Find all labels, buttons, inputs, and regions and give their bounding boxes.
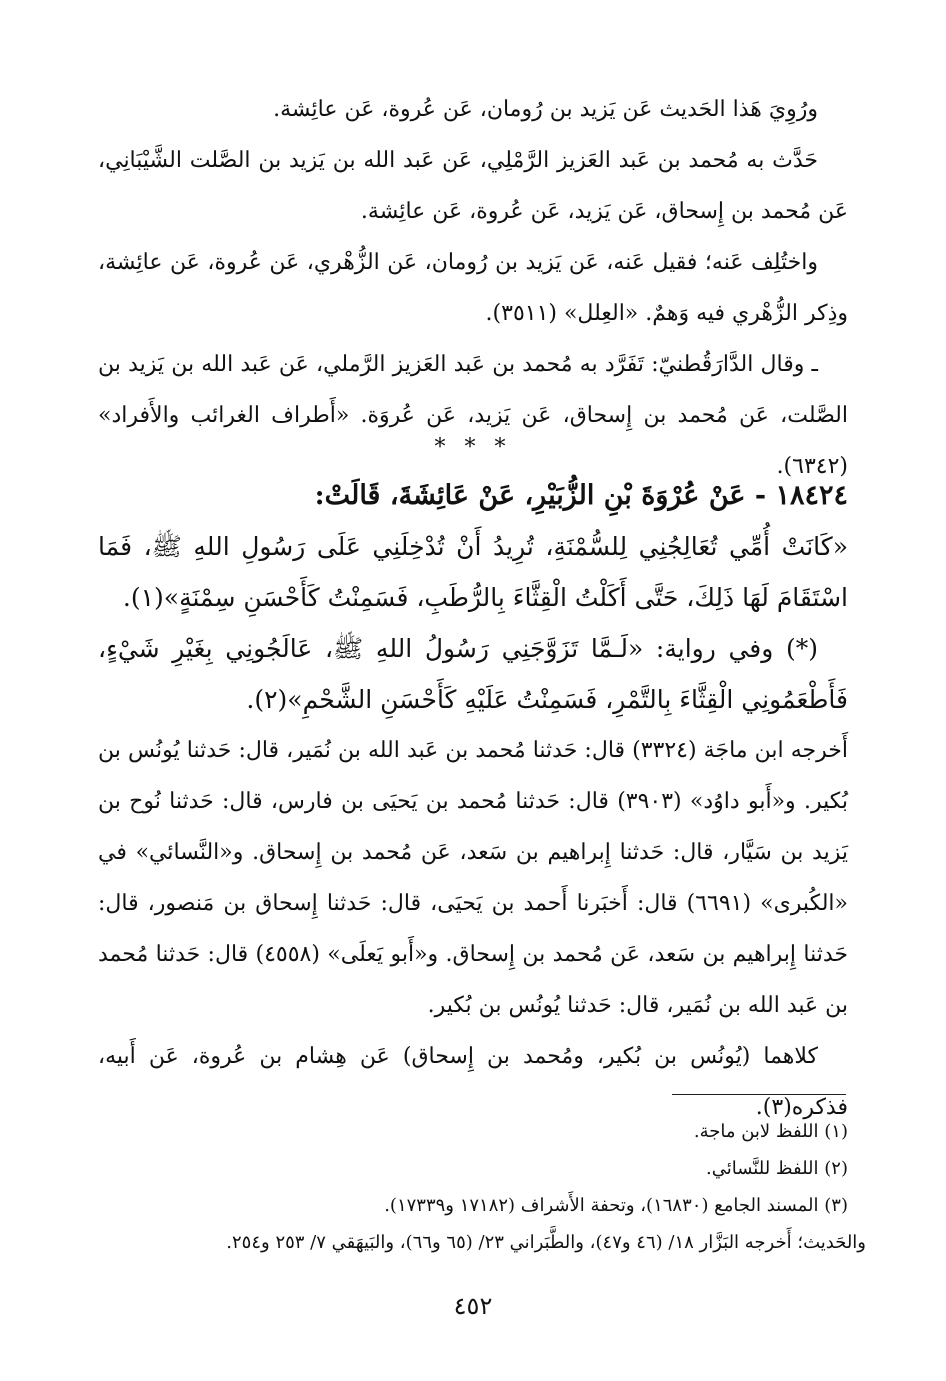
paragraph-daraqutni: ـ وقال الدَّارَقُطنيّ: تَفَرَّد به مُحمد بن عَبد العَزيز الرَّملي، عَن عَبد الله بن يَزيد بن الصَّلت، عَن مُحمد بن إِسحاق، عَن يَزيد، عَن عُروَة. «أَطراف الغرائب والأَفراد» (٦٣٤٢). xyxy=(98,352,848,479)
hadith-riwaya: (*) وفي رواية: «لَـمَّا تَزَوَّجَنِي رَسُولُ اللهِ ﷺ، عَالَجُونِي بِغَيْرِ شَيْءٍ، فَأَطْعَمُونِي الْقِثَّاءَ بِالتَّمْرِ، فَسَمِنْتُ عَلَيْهِ كَأَحْسَنِ الشَّحْمِ»(٢). xyxy=(98,634,848,714)
footnote-divider xyxy=(672,1094,846,1095)
paragraph-riwaya: ورُوِيَ هَذا الحَديث عَن يَزيد بن رُومان، عَن عُروة، عَن عائِشة. xyxy=(273,97,818,122)
footnote-3: (٣) المسند الجامع (١٦٨٣٠)، وتحفة الأَشراف (١٧١٨٢ و١٧٣٣٩). xyxy=(384,1195,848,1216)
section-separator: * * * xyxy=(434,435,512,460)
hadith-title: ١٨٤٢٤ - عَنْ عُرْوَةَ بْنِ الزُّبَيْرِ، عَنْ عَائِشَةَ، قَالَتْ: xyxy=(314,480,848,511)
footnotes xyxy=(98,1113,866,1261)
footnote-1: (١) اللفظ لابن ماجة. xyxy=(693,1121,848,1142)
page-number: ٤٥٢ xyxy=(453,1292,493,1320)
paragraph-haddath: حَدَّث به مُحمد بن عَبد العَزيز الرَّمْلِي، عَن عَبد الله بن يَزيد بن الصَّلت الشَّيْبَانِي، عَن مُحمد بن إِسحاق، عَن يَزيد، عَن عُروة، عَن عائِشة. xyxy=(98,148,848,224)
hadith-takhrij: أَخرجه ابن ماجَة (٣٣٢٤) قال: حَدثنا مُحمد بن عَبد الله بن نُمَير، قال: حَدثنا يُونُس بن بُكير. و«أَبو داوُد» (٣٩٠٣) قال: حَدثنا مُحمد بن يَحيَى بن فارس، قال: حَدثنا نُوح بن يَزيد بن سَيَّار، قال: حَدثنا إِبراهيم بن سَعد، عَن مُحمد بن إِسحاق. و«النَّسائي» في «الكُبرى» (٦٦٩١) قال: أَخبَرنا أَحمد بن يَحيَى، قال: حَدثنا إِسحاق بن مَنصور، قال: حَدثنا إِبراهيم بن سَعد، عَن مُحمد بن إِسحاق. و«أَبو يَعلَى» (٤٥٥٨) قال: حَدثنا مُحمد بن عَبد الله بن نُمَير، قال: حَدثنا يُونُس بن بُكير. xyxy=(98,738,849,1018)
footnote-continuation: والحَديث؛ أَخرجه البَزَّار ١٨/ (٤٦ و٤٧)، والطَّبَراني ٢٣/ (٦٥ و٦٦)، والبَيهَقي ٧/ ٢٥٣ و٢٥٤. xyxy=(226,1232,866,1253)
hadith-closing: كلاهما (يُونُس بن بُكير، ومُحمد بن إِسحاق) عَن هِشام بن عُروة، عَن أَبيه، فذكره(٣). xyxy=(98,1044,848,1120)
paragraph-ikhtulif: واختُلِف عَنه؛ فقيل عَنه، عَن يَزيد بن رُومان، عَن الزُّهْري، عَن عُروة، عَن عائِشة، وذِكر الزُّهْري فيه وَهمٌ. «العِلل» (٣٥١١). xyxy=(98,250,848,326)
hadith-matn: «كَانَتْ أُمِّي تُعَالِجُنِي لِلسُّمْنَةِ، تُرِيدُ أَنْ تُدْخِلَنِي عَلَى رَسُولِ اللهِ ﷺ، فَمَا اسْتَقَامَ لَهَا ذَلِكَ، حَتَّى أَكَلْتُ الْقِثَّاءَ بِالرُّطَبِ، فَسَمِنْتُ كَأَحْسَنِ سِمْنَةٍ»(١). xyxy=(98,532,848,612)
hadith-block xyxy=(98,470,848,1133)
footnote-2: (٢) اللفظ للنَّسائي. xyxy=(706,1158,848,1179)
